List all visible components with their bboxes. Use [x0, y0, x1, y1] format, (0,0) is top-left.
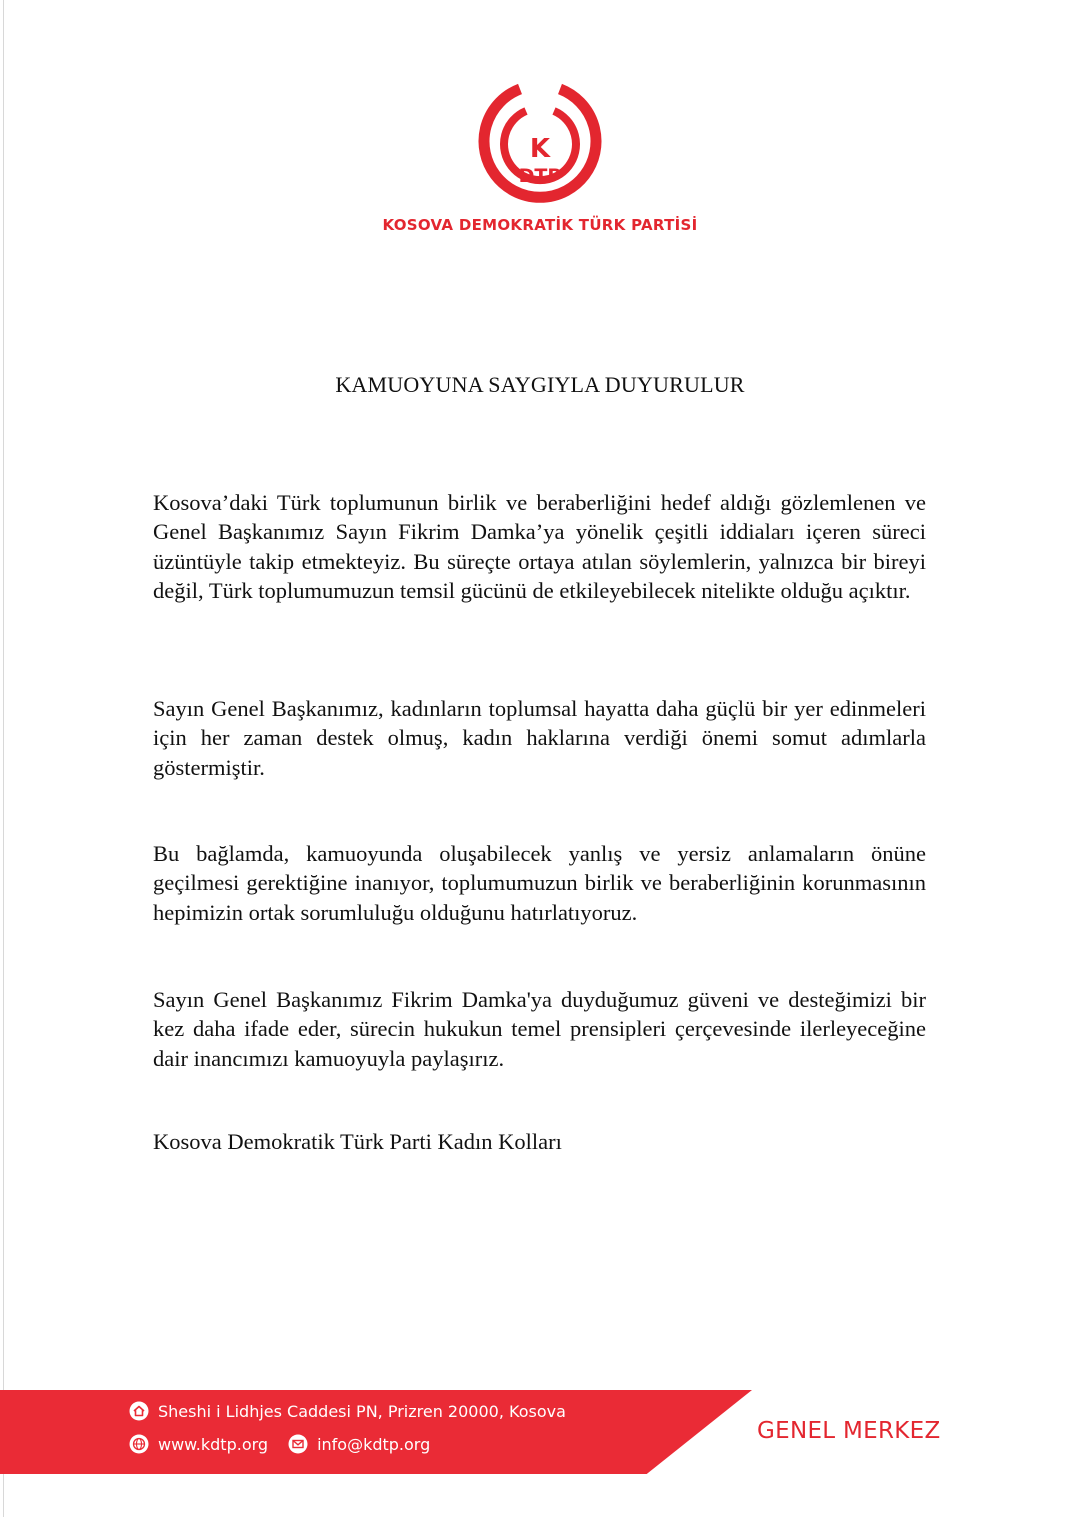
footer-address: Sheshi i Lidhjes Caddesi PN, Prizren 20000, Kosova [158, 1401, 566, 1421]
paragraph-1: Kosova’daki Türk toplumunun birlik ve beraberliğini hedef aldığı gözlemlenen ve Genel Başkanımız Sayın Fikrim Damka’ya yönelik çeşitli iddiaları içeren süreci üzüntüyle takip etmekteyiz. Bu süreçte ortaya atılan söylemlerin, yalnızca bir bireyi değil, Türk toplumumuzun temsil gücünü de etkileyebilecek nitelikte olduğu açıktır. [153, 490, 926, 604]
home-icon [129, 1401, 149, 1421]
paragraph-2: Sayın Genel Başkanımız, kadınların toplumsal hayatta daha güçlü bir yer edinmeleri için her zaman destek olmuş, kadın haklarına verdiği önemi somut adımlarla göstermiştir. [153, 696, 926, 780]
document-title: KAMUOYUNA SAYGIYLA DUYURULUR [335, 372, 745, 397]
logo-letters-dtp: DTP [518, 165, 562, 187]
kdtp-logo [470, 72, 610, 212]
footer-email[interactable]: info@kdtp.org [317, 1434, 431, 1454]
logo-letters [519, 134, 562, 187]
logo-letter-k: K [529, 134, 551, 164]
signature: Kosova Demokratik Türk Parti Kadın Kolları [153, 1129, 562, 1154]
mail-icon [288, 1434, 308, 1454]
footer-contact-row [129, 1433, 430, 1455]
paragraph-3: Bu bağlamda, kamuoyunda oluşabilecek yanlış ve yersiz anlamaların önüne geçilmesi gerektiğine inanıyor, toplumumuzun birlik ve beraberliğinin korunmasının hepimizin ortak sorumluluğu olduğunu hatırlatıyoruz. [153, 841, 926, 925]
footer-address-row [129, 1400, 566, 1422]
footer-website[interactable]: www.kdtp.org [158, 1434, 269, 1454]
org-name: KOSOVA DEMOKRATİK TÜRK PARTİSİ [382, 216, 698, 234]
paragraph-4: Sayın Genel Başkanımız Fikrim Damka'ya duyduğumuz güveni ve desteğimizi bir kez daha ifade eder, sürecin hukukun temel prensipleri çerçevesinde ilerleyeceğine dair inancımızı kamuoyuyla paylaşırız. [153, 987, 926, 1071]
office-label: GENEL MERKEZ [757, 1418, 941, 1444]
globe-icon [129, 1434, 149, 1454]
